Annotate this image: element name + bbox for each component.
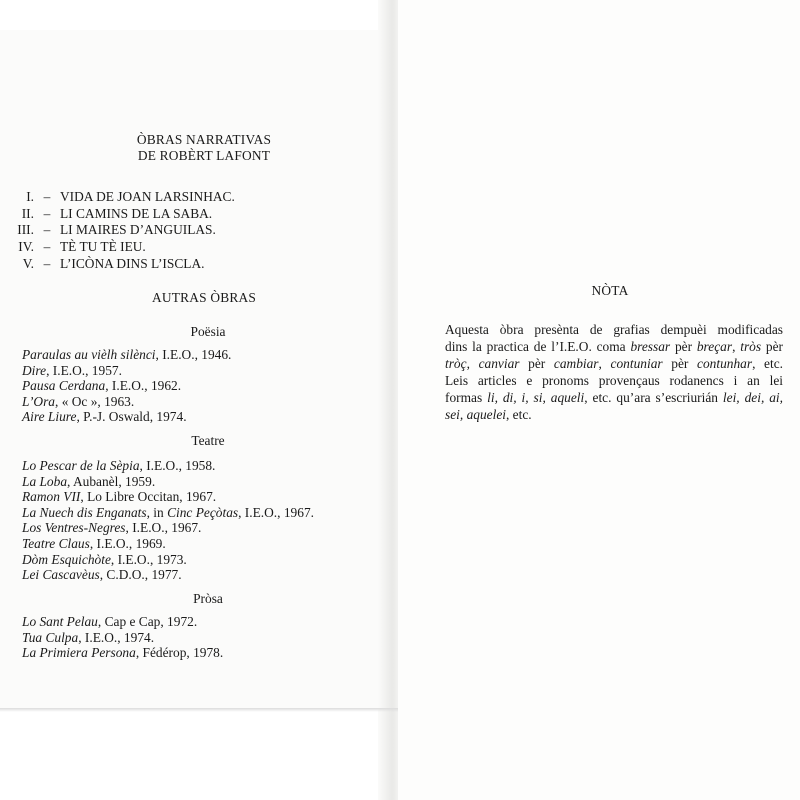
note-italic-term: sei, aquelei — [445, 407, 506, 422]
bibliography-entry — [22, 458, 215, 474]
note-line — [445, 406, 783, 423]
note-text: pèr — [662, 356, 698, 371]
roman-numeral: V. — [22, 256, 34, 271]
entry-details: , I.E.O., 1969. — [89, 536, 166, 551]
note-text: formas — [445, 390, 488, 405]
note-line — [445, 372, 783, 389]
note-text: , — [598, 356, 611, 371]
note-line — [445, 321, 783, 338]
work-title: LI MAIRES D’ANGUILAS. — [60, 222, 216, 237]
note-text: , etc. qu’ara s’escriurián — [584, 390, 723, 405]
bibliography-entry — [22, 645, 223, 661]
roman-numeral: III. — [17, 222, 34, 237]
note-text: , etc. — [505, 407, 532, 422]
bibliography-entry — [22, 505, 314, 521]
entry-details: , « Oc », 1963. — [55, 393, 135, 409]
bibliography-entry — [22, 378, 181, 394]
entry-details: , P.-J. Oswald, 1974. — [76, 409, 187, 424]
note-italic-term: bressar — [630, 339, 671, 354]
heading-narrative-works-line1: ÒBRAS NARRATIVAS — [136, 132, 272, 147]
entry-details-secondary: , I.E.O., 1967. — [238, 504, 314, 520]
entry-title: Tua Culpa — [22, 629, 79, 645]
entry-title: Dire — [22, 362, 47, 378]
work-title: VIDA DE JOAN LARSINHAC. — [60, 189, 235, 204]
note-text: , etc. — [752, 356, 784, 371]
roman-numeral: IV. — [18, 239, 34, 254]
bibliography-entry — [22, 536, 166, 552]
entry-title: L’Ora — [22, 393, 55, 409]
note-italic-term: lei, dei, ai, — [722, 390, 783, 405]
note-paragraph — [445, 321, 783, 423]
entry-title: Lei Cascavèus — [22, 567, 100, 583]
section-heading-theatre: Teatre — [191, 433, 225, 448]
entry-title: Aire Liure — [22, 409, 77, 424]
section-heading-poetry: Poësia — [190, 324, 226, 339]
note-text: pèr — [761, 339, 783, 354]
heading-note: NÒTA — [591, 283, 629, 298]
note-line — [445, 355, 783, 372]
bibliography-entry — [22, 630, 154, 646]
note-italic-term: canviar — [478, 356, 520, 371]
entry-details: , I.E.O., 1967. — [125, 520, 202, 536]
bibliography-entry — [22, 520, 201, 536]
section-heading-prose: Pròsa — [193, 591, 223, 606]
page-edge-shadow — [0, 708, 398, 712]
note-italic-term: cambiar — [553, 356, 599, 371]
entry-title: Pausa Cerdana — [22, 378, 106, 393]
narrative-work-item — [0, 206, 212, 222]
entry-details: , I.E.O., 1973. — [110, 551, 187, 567]
note-italic-term: breçar — [696, 339, 733, 354]
bibliography-entry — [22, 552, 187, 568]
entry-details: , Cap e Cap, 1972. — [97, 614, 198, 629]
dash-separator: – — [43, 256, 51, 271]
bibliography-entry — [22, 474, 155, 490]
narrative-work-item — [0, 222, 216, 238]
note-italic-term: contunhar — [697, 356, 753, 371]
entry-details: , I.E.O., 1974. — [78, 629, 155, 645]
work-title: L’ICÒNA DINS L’ISCLA. — [60, 256, 205, 271]
entry-title: Dòm Esquichòte — [22, 551, 111, 567]
narrative-work-item — [0, 256, 204, 272]
entry-details: , C.D.O., 1977. — [99, 567, 182, 583]
note-text: Leis articles e pronoms provençaus rodanencs i an lei — [445, 373, 783, 388]
bibliography-entry — [22, 567, 182, 583]
bibliography-entry — [22, 394, 134, 410]
entry-details: , I.E.O., 1957. — [46, 362, 122, 378]
entry-details: , Aubanèl, 1959. — [67, 473, 156, 489]
note-text: , — [732, 339, 741, 354]
bibliography-entry — [22, 409, 187, 425]
work-title: TÈ TU TÈ IEU. — [60, 239, 146, 254]
entry-title: Los Ventres-Negres — [22, 520, 126, 536]
note-italic-term: contuniar — [610, 356, 663, 371]
entry-details: , I.E.O., 1962. — [105, 378, 182, 393]
work-title: LI CAMINS DE LA SABA. — [60, 206, 213, 221]
entry-title: La Primiera Persona — [22, 645, 136, 660]
entry-details: , I.E.O., 1958. — [139, 458, 216, 473]
note-text: dins la practica de l’I.E.O. coma — [445, 339, 631, 354]
note-italic-term: tròs — [740, 339, 762, 354]
bibliography-entry — [22, 363, 122, 379]
roman-numeral: II. — [21, 206, 34, 221]
entry-title: Ramon VII — [22, 489, 81, 505]
entry-title: Lo Sant Pelau — [22, 614, 98, 629]
entry-title: La Loba — [22, 473, 68, 489]
entry-title: Paraulas au vièlh silènci — [22, 347, 156, 362]
narrative-work-item — [0, 239, 146, 255]
dash-separator: – — [43, 206, 51, 221]
heading-narrative-works-line2: DE ROBÈRT LAFONT — [137, 148, 271, 163]
entry-details: , in — [146, 504, 168, 520]
entry-title: Lo Pescar de la Sèpia — [22, 458, 140, 473]
note-italic-term: tròç — [445, 356, 467, 371]
bibliography-entry — [22, 347, 231, 363]
entry-details: , I.E.O., 1946. — [155, 347, 232, 362]
dash-separator: – — [43, 239, 51, 254]
bibliography-entry — [22, 489, 216, 505]
dash-separator: – — [43, 189, 51, 204]
narrative-work-item — [0, 189, 235, 205]
note-text: pèr — [519, 356, 554, 371]
note-text: Aquesta òbra presènta de grafias dempuèi modificadas — [445, 322, 783, 337]
entry-title: La Nuech dis Enganats — [22, 504, 147, 520]
note-italic-term: li, di, i, si, aqueli — [487, 390, 585, 405]
bibliography-entry — [22, 614, 197, 630]
roman-numeral: I. — [26, 189, 34, 204]
note-line — [445, 389, 783, 406]
note-line — [445, 338, 783, 355]
entry-details: , Lo Libre Occitan, 1967. — [80, 489, 217, 505]
entry-title-secondary: Cinc Peçòtas — [167, 504, 239, 520]
entry-title: Teatre Claus — [22, 536, 90, 551]
heading-other-works: AUTRAS ÒBRAS — [152, 290, 256, 305]
dash-separator: – — [43, 222, 51, 237]
note-text: pèr — [670, 339, 697, 354]
note-text: , — [466, 356, 479, 371]
entry-details: , Fédérop, 1978. — [135, 645, 224, 660]
